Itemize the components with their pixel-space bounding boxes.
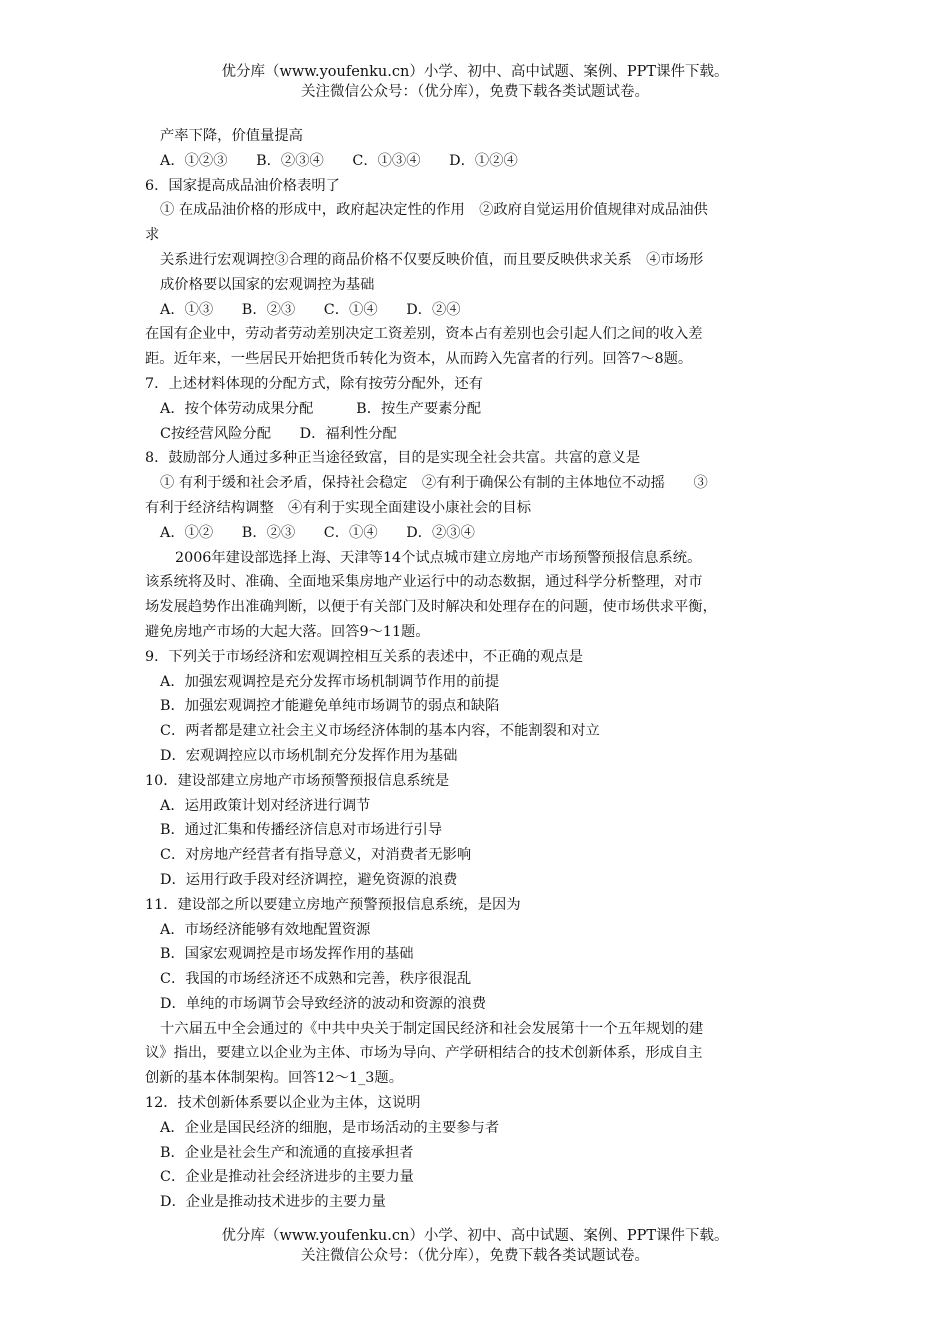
answer-option: C．两者都是建立社会主义市场经济体制的基本内容，不能割裂和对立 [160,723,600,740]
text-line: ① 有利于缓和社会矛盾，保持社会稳定 ②有利于确保公有制的主体地位不动摇 ③ [160,475,708,492]
answer-option: C按经营风险分配 D．福利性分配 [160,425,397,442]
answer-option: C．企业是推动社会经济进步的主要力量 [160,1169,414,1186]
answer-option: B．国家宏观调控是市场发挥作用的基础 [160,946,414,963]
answer-option: C．对房地产经营者有指导意义，对消费者无影响 [160,847,472,864]
question-6: 6．国家提高成品油价格表明了 [145,177,340,194]
material-paragraph: 在国有企业中，劳动者劳动差别决定工资差别，资本占有差别也会引起人们之间的收入差 [145,326,703,343]
answer-options-q5: A．①②③ B．②③④ C．①③④ D．①②④ [160,152,518,169]
text-line: 产率下降，价值量提高 [160,128,303,144]
material-paragraph: 十六届五中全会通过的《中共中央关于制定国民经济和社会发展第十一个五年规划的建 [160,1020,704,1037]
question-9: 9．下列关于市场经济和宏观调控相互关系的表述中，不正确的观点是 [145,648,583,665]
footer-line-2: 关注微信公众号：（优分库），免费下载各类试题试卷。 [301,1248,649,1264]
answer-option: A．加强宏观调控是充分发挥市场机制调节作用的前提 [160,673,500,690]
answer-options-q6: A．①③ B．②③ C．①④ D．②④ [160,301,461,318]
answer-option: A．运用政策计划对经济进行调节 [160,797,371,814]
footer-line-1: 优分库（www.youfenku.cn）小学、初中、高中试题、案例、PPT课件下载。 [221,1228,729,1244]
question-7: 7．上述材料体现的分配方式，除有按劳分配外，还有 [145,375,483,392]
header-line-2: 关注微信公众号：（优分库），免费下载各类试题试卷。 [301,84,649,100]
answer-options-q8: A．①② B．②③ C．①④ D．②③④ [160,524,475,541]
material-paragraph: 创新的基本体制架构。回答12～1_3题。 [145,1070,403,1087]
answer-option: B．企业是社会生产和流通的直接承担者 [160,1144,414,1161]
answer-option: A．市场经济能够有效地配置资源 [160,921,371,938]
text-line: 关系进行宏观调控③合理的商品价格不仅要反映价值，而且要反映供求关系 ④市场形 [160,251,704,268]
answer-option: A．企业是国民经济的细胞，是市场活动的主要参与者 [160,1119,500,1136]
material-paragraph: 场发展趋势作出准确判断，以便于有关部门及时解决和处理存在的问题，使市场供求平衡， [145,599,717,616]
answer-option: C．我国的市场经济还不成熟和完善，秩序很混乱 [160,971,472,988]
question-10: 10．建设部建立房地产市场预警预报信息系统是 [145,772,450,789]
question-12: 12．技术创新体系要以企业为主体，这说明 [145,1095,421,1112]
text-line: ① 在成品油价格的形成中，政府起决定性的作用 ②政府自觉运用价值规律对成品油供 [160,202,708,219]
material-paragraph: 距。近年来，一些居民开始把货币转化为资本，从而跨入先富者的行列。回答7～8题。 [145,351,693,368]
material-paragraph: 该系统将及时、准确、全面地采集房地产业运行中的动态数据，通过科学分析整理，对市 [145,574,703,591]
text-line: 求 [145,227,160,244]
question-8: 8．鼓励部分人通过多种正当途径致富，目的是实现全社会共富。共富的意义是 [145,450,641,467]
answer-option: D．宏观调控应以市场机制充分发挥作用为基础 [160,747,458,764]
material-paragraph: 议》指出，要建立以企业为主体、市场为导向、产学研相结合的技术创新体系，形成自主 [145,1045,703,1062]
answer-option: D．运用行政手段对经济调控，避免资源的浪费 [160,871,458,888]
material-paragraph: 避免房地产市场的大起大落。回答9～11题。 [145,623,430,640]
header-line-1: 优分库（www.youfenku.cn）小学、初中、高中试题、案例、PPT课件下载。 [221,64,729,80]
material-paragraph: 2006年建设部选择上海、天津等14个试点城市建立房地产市场预警预报信息系统。 [175,549,702,566]
answer-option: D．单纯的市场调节会导致经济的波动和资源的浪费 [160,995,486,1012]
answer-option: B．加强宏观调控才能避免单纯市场调节的弱点和缺陷 [160,698,500,715]
text-line: 成价格要以国家的宏观调控为基础 [160,276,375,293]
question-11: 11．建设部之所以要建立房地产预警预报信息系统，是因为 [145,896,521,913]
page-footer [0,1226,950,1266]
answer-option: B．通过汇集和传播经济信息对市场进行引导 [160,822,443,839]
page-header [0,62,950,102]
text-line: 有利于经济结构调整 ④有利于实现全面建设小康社会的目标 [145,499,532,516]
answer-option: D．企业是推动技术进步的主要力量 [160,1194,386,1211]
document-body [145,124,810,1215]
answer-option: A．按个体劳动成果分配 B．按生产要素分配 [160,400,482,417]
